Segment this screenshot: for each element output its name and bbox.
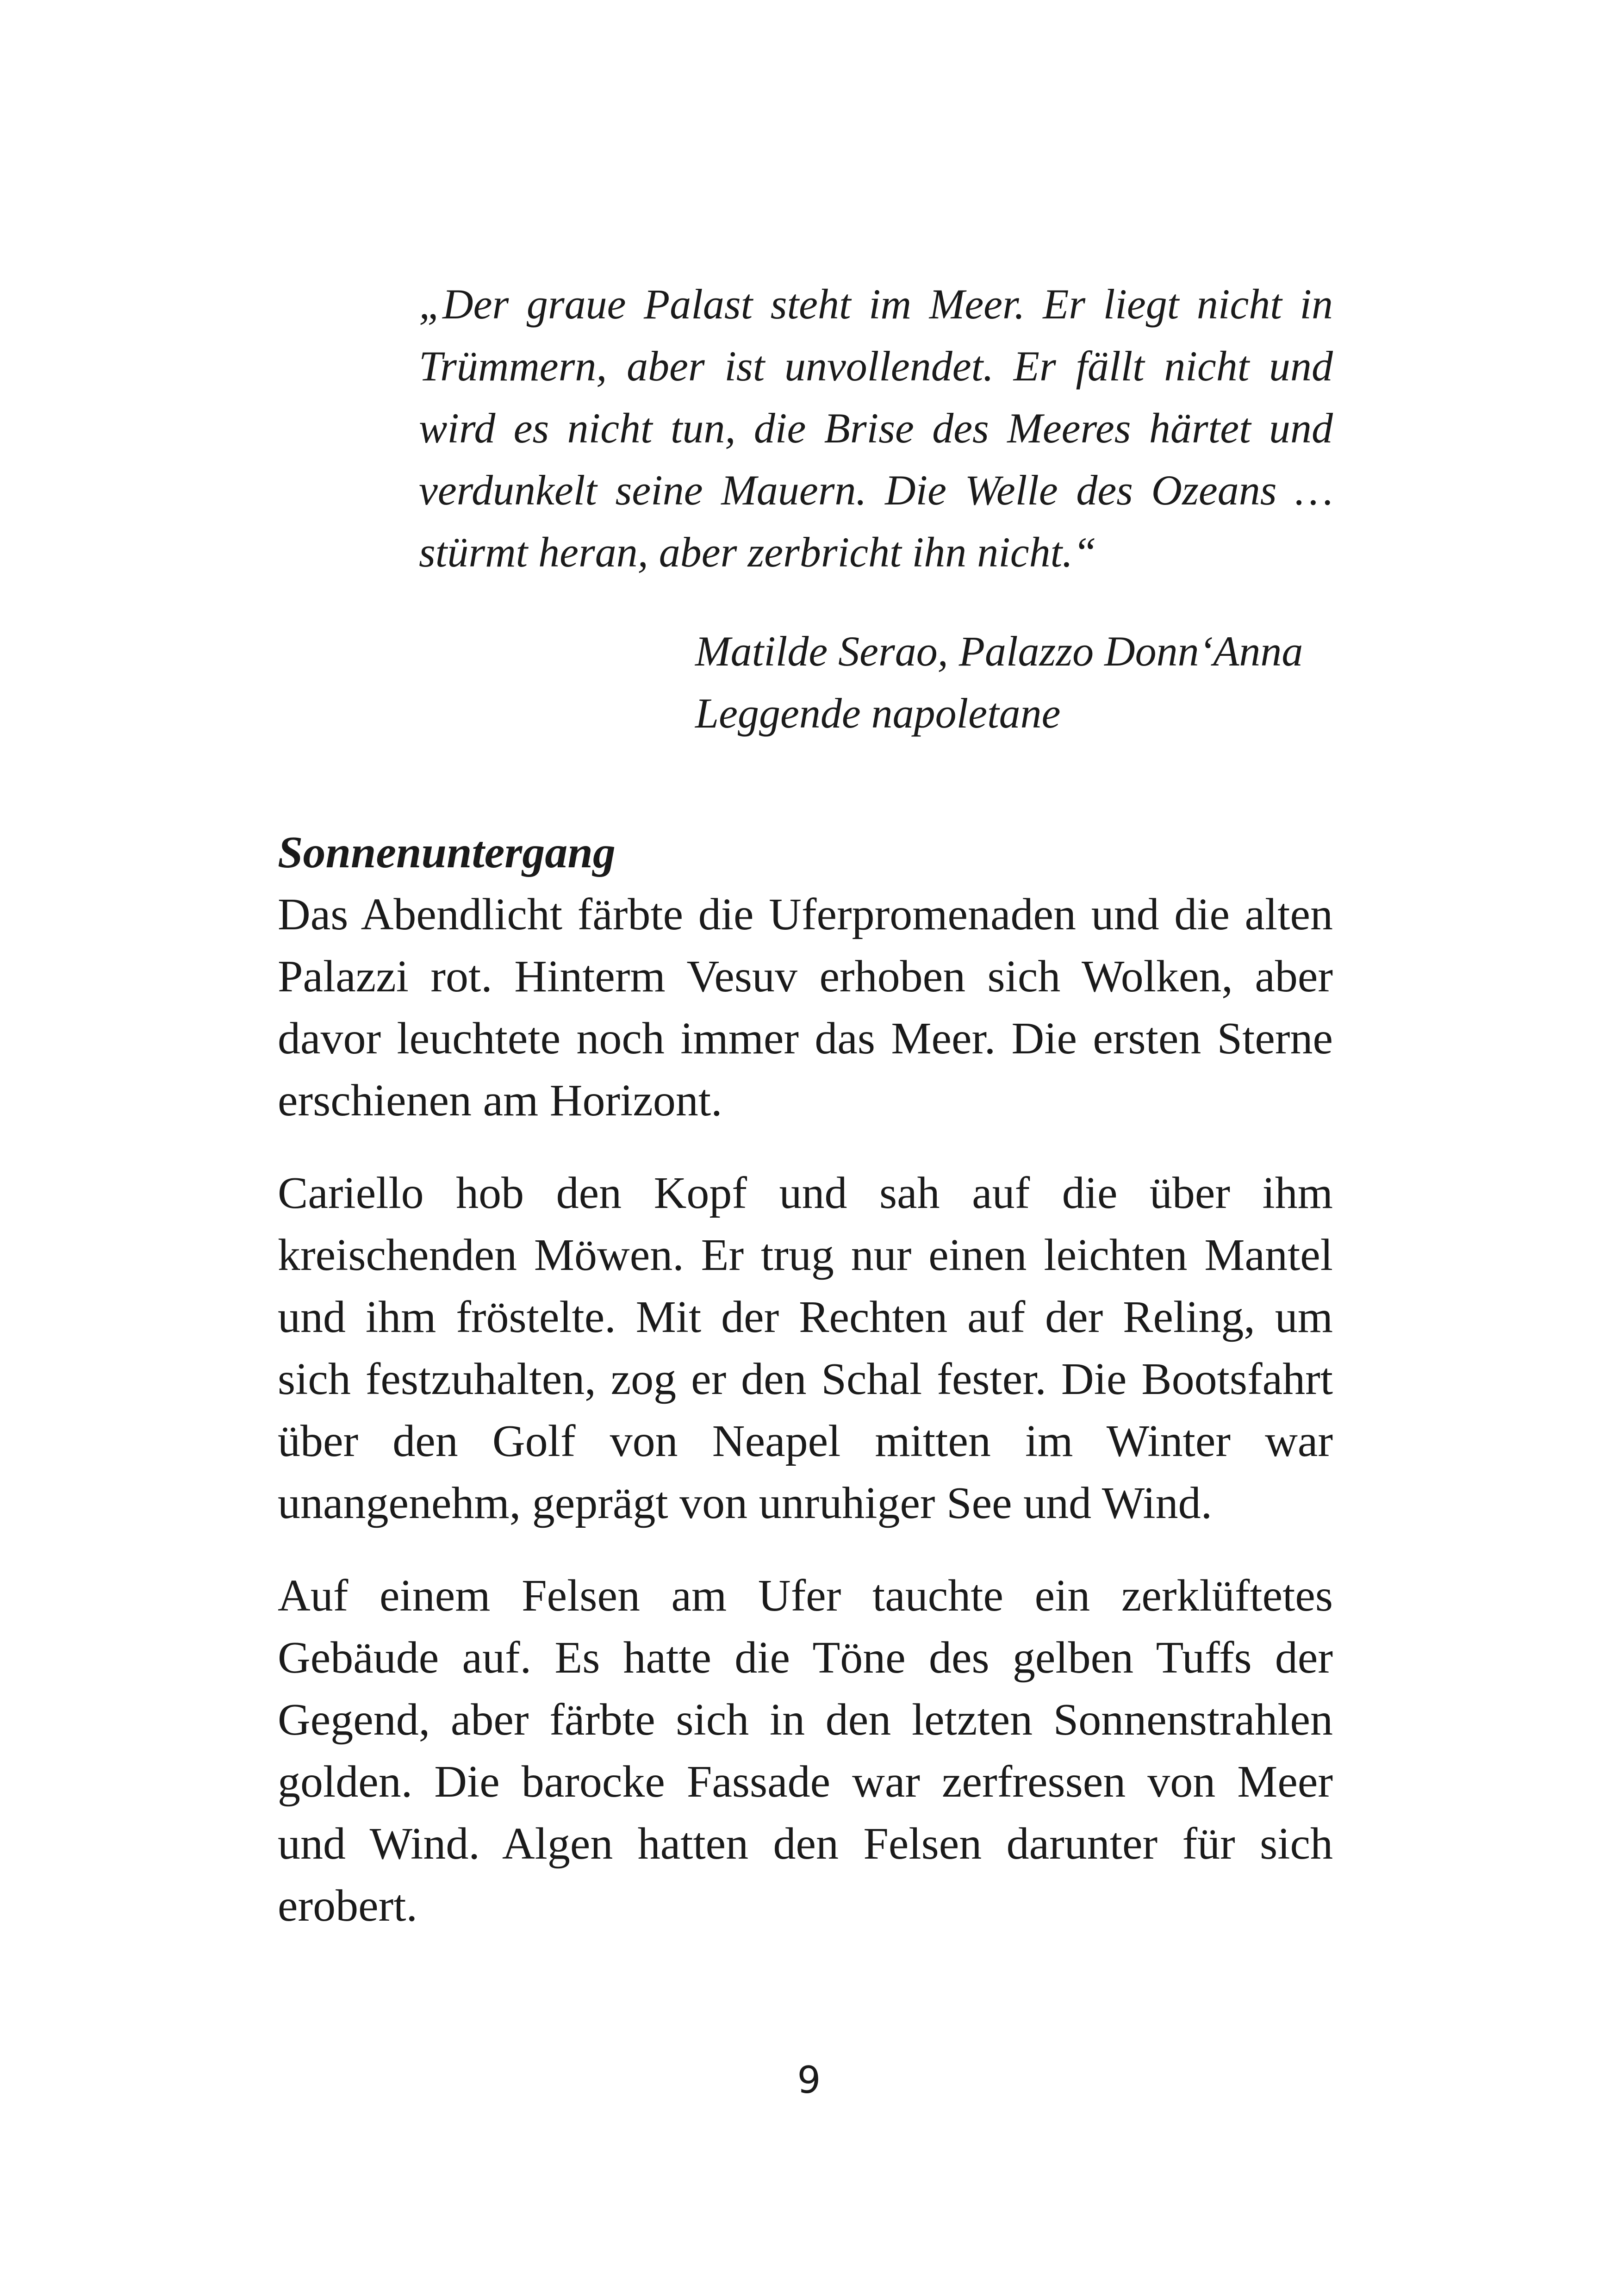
chapter-body <box>278 821 1333 1967</box>
epigraph-attribution <box>695 620 1343 744</box>
epigraph-quote: „Der graue Palast steht im Meer. Er liegt nicht in Trümmern, aber ist unvollendet. Er fällt nicht und wird es nicht tun, die Brise des Meeres härtet und verdunkelt seine Mauern. Die Welle des Ozeans … stürmt heran, aber zerbricht ihn nicht.“ <box>419 280 1333 576</box>
section-heading: Sonnenuntergang <box>278 828 616 877</box>
paragraph-2: Cariello hob den Kopf und sah auf die über ihm kreischenden Möwen. Er trug nur einen leichten Mantel und ihm fröstelte. Mit der Rechten auf der Reling, um sich festzuhalten, zog er den Schal fester. Die Bootsfahrt über den Golf von Neapel mitten im Winter war unangenehm, geprägt von unruhiger See und Wind. <box>278 1168 1333 1528</box>
attribution-author-work: Matilde Serao, Palazzo Donn‘Anna <box>695 628 1303 675</box>
attribution-source: Leggende napoletane <box>695 690 1061 737</box>
paragraph-1: Das Abendlicht färbte die Uferpromenaden und die alten Palazzi rot. Hinterm Vesuv erhoben sich Wolken, aber davor leuchtete noch immer das Meer. Die ersten Sterne erschienen am Horizont. <box>278 890 1333 1126</box>
page-number: 9 <box>797 2059 821 2102</box>
paragraph-3: Auf einem Felsen am Ufer tauchte ein zerklüftetes Gebäude auf. Es hatte die Töne des gelben Tuffs der Gegend, aber färbte sich in den letzten Sonnenstrahlen golden. Die barocke Fassade war zerfressen von Meer und Wind. Algen hatten den Felsen darunter für sich erobert. <box>278 1571 1333 1931</box>
